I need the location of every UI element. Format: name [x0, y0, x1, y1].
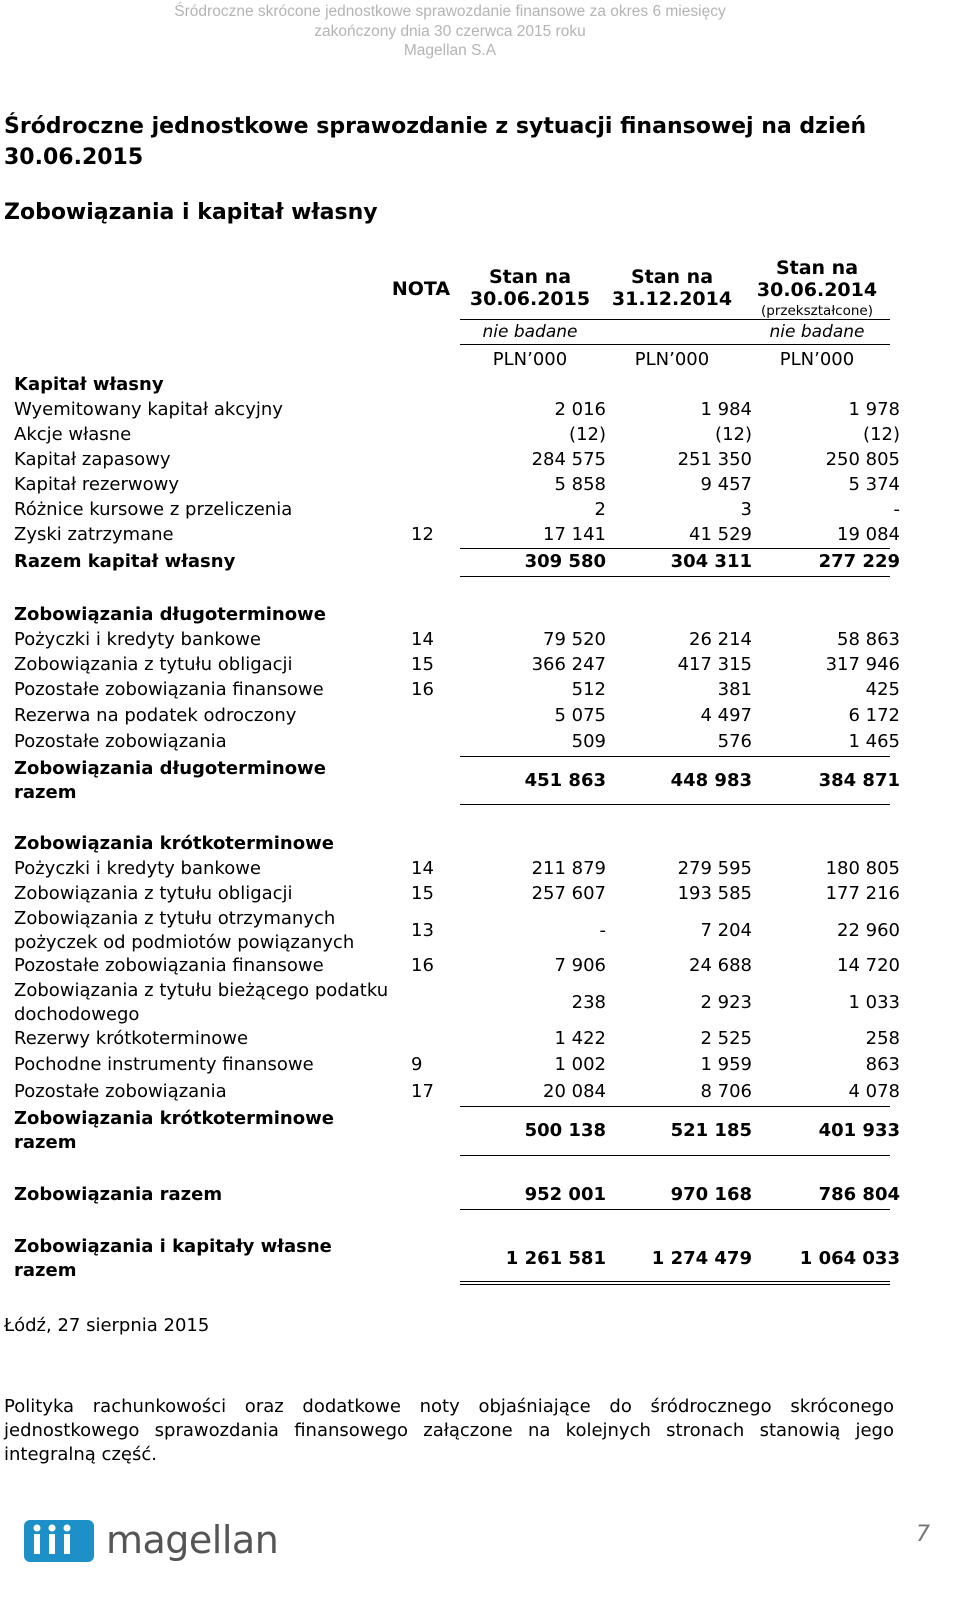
row-label: Różnice kursowe z przeliczenia	[14, 499, 293, 520]
row-value-31122014: 1 959	[700, 1054, 752, 1075]
long-term-total-rule-bottom	[460, 804, 890, 805]
row-value-31122014: 521 185	[670, 1120, 752, 1141]
row-label: Pożyczki i kredyty bankowe	[14, 629, 262, 650]
row-nota: 12	[411, 524, 434, 545]
row-value-31122014: 1 984	[700, 399, 752, 420]
row-value-31122014: 3	[740, 499, 752, 520]
row-value-30062014: 384 871	[818, 770, 900, 791]
row-nota: 15	[411, 654, 434, 675]
col1-audit: nie badane	[482, 322, 578, 342]
row-value-30062014: 5 374	[848, 474, 900, 495]
table-row	[14, 907, 900, 955]
row-value-31122014: 193 585	[677, 883, 752, 904]
page-header	[0, 2, 900, 61]
row-label-line2: razem	[14, 1132, 77, 1153]
row-label	[14, 907, 394, 955]
row-label	[14, 757, 394, 805]
short-term-total-rule-bottom	[460, 1155, 890, 1156]
row-value-31122014: 1 274 479	[651, 1248, 752, 1269]
row-value-30062014: 863	[865, 1054, 900, 1075]
row-label: Zobowiązania razem	[14, 1184, 223, 1205]
row-value-30062014: 22 960	[837, 920, 900, 941]
row-value-30062015: 512	[571, 679, 606, 700]
row-value-30062014: 786 804	[818, 1184, 900, 1205]
row-value-30062015: 952 001	[524, 1184, 606, 1205]
row-value-30062015: 17 141	[543, 524, 606, 545]
liabilities-total-rule	[460, 1209, 890, 1210]
row-label	[14, 1107, 394, 1155]
col1-header-line1: Stan na	[488, 266, 572, 288]
header-rule-2	[460, 344, 890, 345]
row-label: Pochodne instrumenty finansowe	[14, 1054, 314, 1075]
row-value-30062014: 258	[865, 1028, 900, 1049]
row-label-line1: Zobowiązania krótkoterminowe	[14, 1108, 334, 1129]
accounting-note: Polityka rachunkowości oraz dodatkowe noty objaśniające do śródrocznego skróconego jednostkowego sprawozdania finansowego załączone na kolejnych stronach stanowią jego integralną część.	[4, 1396, 894, 1465]
equity-heading: Kapitał własny	[14, 374, 164, 395]
row-value-30062015: 5 858	[554, 474, 606, 495]
row-label: Razem kapitał własny	[14, 551, 236, 572]
row-label: Pożyczki i kredyty bankowe	[14, 858, 262, 879]
row-value-31122014: 2 923	[700, 992, 752, 1013]
document-title: Śródroczne jednostkowe sprawozdanie z sytuacji finansowej na dzień 30.06.2015	[4, 114, 867, 170]
row-value-31122014: 7 204	[700, 920, 752, 941]
row-value-31122014: 4 497	[700, 705, 752, 726]
col3-header-line2: 30.06.2014	[756, 279, 878, 301]
logo-wordmark: magellan	[106, 1518, 279, 1562]
row-value-30062014: 177 216	[825, 883, 900, 904]
row-value-31122014: 8 706	[700, 1081, 752, 1102]
row-value-31122014: 2 525	[700, 1028, 752, 1049]
row-value-30062014: 401 933	[818, 1120, 900, 1141]
short-term-total-row	[14, 1107, 900, 1155]
col3-header-line1: Stan na	[775, 257, 859, 279]
row-value-30062014: 4 078	[848, 1081, 900, 1102]
row-value-30062014: 58 863	[837, 629, 900, 650]
row-value-30062015: 1 422	[554, 1028, 606, 1049]
row-label: Zobowiązania z tytułu obligacji	[14, 654, 293, 675]
row-value-30062014: (12)	[863, 424, 900, 445]
row-value-31122014: 576	[717, 731, 752, 752]
long-term-total-row	[14, 757, 900, 805]
row-value-30062015: 2 016	[554, 399, 606, 420]
row-label-line2: razem	[14, 1260, 77, 1281]
page-number: 7	[916, 1522, 930, 1547]
row-value-30062015: 284 575	[531, 449, 606, 470]
row-label: Kapitał zapasowy	[14, 449, 171, 470]
section-title: Zobowiązania i kapitał własny	[4, 200, 378, 225]
row-value-31122014: 304 311	[670, 551, 752, 572]
row-value-30062014: 277 229	[818, 551, 900, 572]
row-label: Kapitał rezerwowy	[14, 474, 179, 495]
col-nota-header: NOTA	[391, 278, 451, 300]
row-value-30062015: 1 002	[554, 1054, 606, 1075]
row-value-30062015: 257 607	[531, 883, 606, 904]
row-label: Pozostałe zobowiązania	[14, 1081, 227, 1102]
row-value-30062015: 509	[571, 731, 606, 752]
col1-header-line2: 30.06.2015	[469, 288, 591, 310]
row-value-31122014: 448 983	[670, 770, 752, 791]
row-label: Rezerwy krótkoterminowe	[14, 1028, 249, 1049]
col2-header	[602, 266, 742, 310]
row-value-30062014: 1 465	[848, 731, 900, 752]
row-value-30062014: 180 805	[825, 858, 900, 879]
row-label: Wyemitowany kapitał akcyjny	[14, 399, 283, 420]
grand-total-row	[14, 1235, 900, 1283]
row-label: Pozostałe zobowiązania finansowe	[14, 955, 324, 976]
row-nota: 16	[411, 679, 434, 700]
row-value-30062015: 1 261 581	[505, 1248, 606, 1269]
col1-currency: PLN’000	[492, 349, 568, 370]
row-value-30062014: -	[893, 499, 900, 520]
grand-total-rule-2	[460, 1284, 890, 1285]
row-label	[14, 979, 394, 1027]
row-value-30062015: -	[599, 920, 606, 941]
row-value-30062015: 2	[594, 499, 606, 520]
magellan-logo	[24, 1518, 279, 1564]
col3-header-sub: (przekształcone)	[761, 303, 873, 319]
col2-header-line2: 31.12.2014	[611, 288, 733, 310]
equity-total-rule-top	[460, 548, 890, 549]
row-value-30062014: 14 720	[837, 955, 900, 976]
row-value-30062014: 1 064 033	[799, 1248, 900, 1269]
row-nota: 9	[411, 1054, 423, 1075]
row-nota: 17	[411, 1081, 434, 1102]
row-value-30062014: 6 172	[848, 705, 900, 726]
logo-mark-icon	[24, 1518, 94, 1564]
row-value-31122014: 970 168	[670, 1184, 752, 1205]
row-value-30062015: 211 879	[531, 858, 606, 879]
row-value-30062015: 309 580	[524, 551, 606, 572]
table-row	[14, 979, 900, 1027]
row-value-31122014: 417 315	[677, 654, 752, 675]
row-label: Zyski zatrzymane	[14, 524, 174, 545]
row-value-30062015: 500 138	[524, 1120, 606, 1141]
col3-currency: PLN’000	[779, 349, 855, 370]
row-value-30062014: 1 033	[848, 992, 900, 1013]
col3-header	[746, 257, 888, 301]
row-value-30062015: 366 247	[531, 654, 606, 675]
row-label: Pozostałe zobowiązania	[14, 731, 227, 752]
header-line-2: zakończony dnia 30 czerwca 2015 roku	[314, 22, 586, 40]
place-and-date: Łódź, 27 sierpnia 2015	[4, 1315, 210, 1336]
row-value-30062014: 1 978	[848, 399, 900, 420]
row-nota: 16	[411, 955, 434, 976]
row-label-line2: razem	[14, 782, 77, 803]
header-line-3: Magellan S.A	[403, 42, 497, 59]
row-label-line1: Zobowiązania z tytułu otrzymanych	[14, 908, 336, 929]
header-line-1: Śródroczne skrócone jednostkowe sprawozdanie finansowe za okres 6 miesięcy	[174, 3, 726, 20]
row-nota: 14	[411, 629, 434, 650]
row-label-line2: dochodowego	[14, 1004, 140, 1025]
row-value-30062015: 79 520	[543, 629, 606, 650]
row-value-30062014: 250 805	[825, 449, 900, 470]
row-value-31122014: 381	[717, 679, 752, 700]
col3-audit: nie badane	[769, 322, 865, 342]
col1-header	[460, 266, 600, 310]
row-label-line1: Zobowiązania długoterminowe	[14, 758, 326, 779]
row-label: Rezerwa na podatek odroczony	[14, 705, 297, 726]
row-value-31122014: 279 595	[677, 858, 752, 879]
row-value-31122014: 24 688	[689, 955, 752, 976]
col2-currency: PLN’000	[634, 349, 710, 370]
row-value-30062015: 20 084	[543, 1081, 606, 1102]
row-value-31122014: 9 457	[700, 474, 752, 495]
row-value-30062014: 425	[865, 679, 900, 700]
row-label: Pozostałe zobowiązania finansowe	[14, 679, 324, 700]
short-term-heading: Zobowiązania krótkoterminowe	[14, 833, 334, 854]
row-value-31122014: 41 529	[689, 524, 752, 545]
row-value-30062015: 5 075	[554, 705, 606, 726]
row-value-30062015: (12)	[569, 424, 606, 445]
col2-header-line1: Stan na	[630, 266, 714, 288]
row-nota: 15	[411, 883, 434, 904]
row-value-31122014: 251 350	[677, 449, 752, 470]
row-label: Zobowiązania z tytułu obligacji	[14, 883, 293, 904]
grand-total-rule-1	[460, 1281, 890, 1282]
row-nota: 13	[411, 920, 434, 941]
row-nota: 14	[411, 858, 434, 879]
row-label	[14, 1235, 394, 1283]
row-value-31122014: (12)	[715, 424, 752, 445]
row-value-30062015: 7 906	[554, 955, 606, 976]
row-value-30062014: 317 946	[825, 654, 900, 675]
row-value-31122014: 26 214	[689, 629, 752, 650]
row-label: Akcje własne	[14, 424, 132, 445]
row-value-30062015: 238	[571, 992, 606, 1013]
equity-total-rule-bottom	[460, 576, 890, 577]
long-term-heading: Zobowiązania długoterminowe	[14, 604, 326, 625]
row-value-30062015: 451 863	[524, 770, 606, 791]
header-rule-1	[460, 319, 890, 320]
row-label-line2: pożyczek od podmiotów powiązanych	[14, 932, 355, 953]
row-label-line1: Zobowiązania z tytułu bieżącego podatku	[14, 980, 389, 1001]
row-value-30062014: 19 084	[837, 524, 900, 545]
row-label-line1: Zobowiązania i kapitały własne	[14, 1236, 332, 1257]
